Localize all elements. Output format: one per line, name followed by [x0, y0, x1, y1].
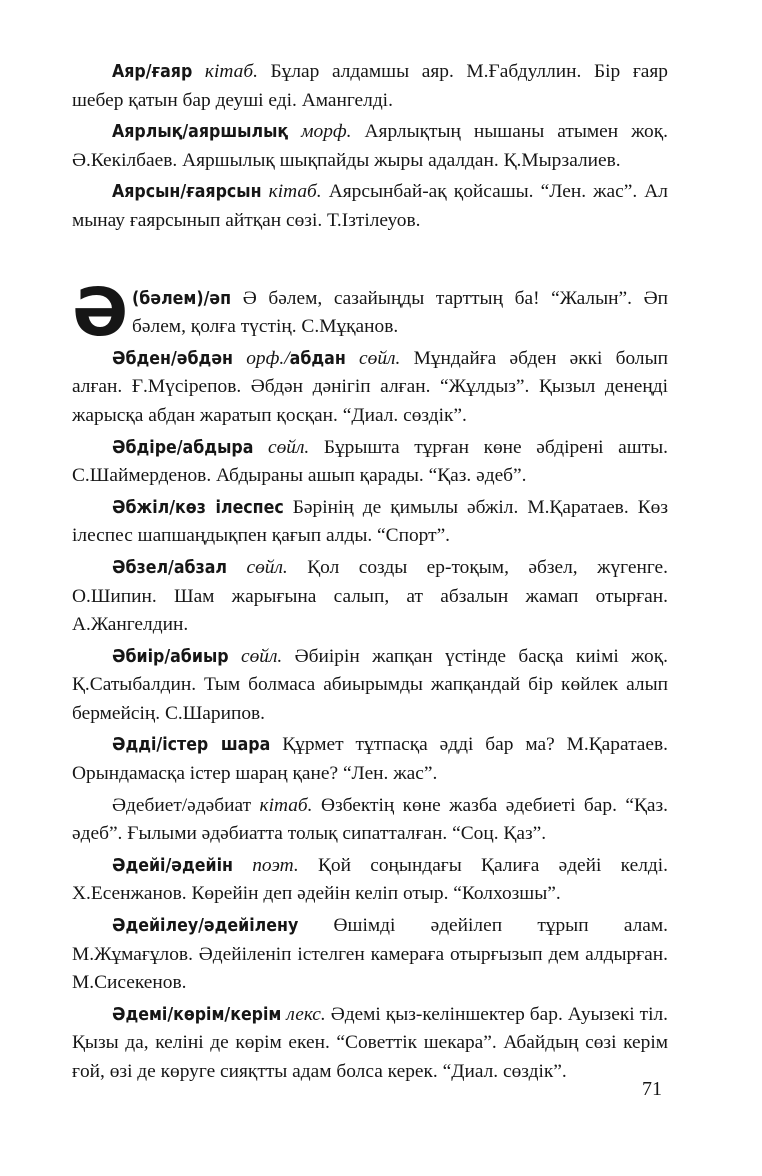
dictionary-entry [72, 912, 668, 998]
entry-text: Мұндайға әбден әккі болып алған. Ғ.Мүсірепов. Әбдән дәнігіп алған. “Жұлдыз”. Қызыл денеңді жарысқа абдан жаратып қосқан. “Диал. сөздік”. [72, 347, 669, 426]
entry-headword-plain: Әдебиет/әдәбиат [112, 794, 252, 816]
entry-mark: кітаб. [259, 794, 313, 816]
entry-text: Құрмет тұтпасқа әдді бар ма? М.Қаратаев. Орындамасқа істер шараң қане? “Лен. жас”. [72, 734, 668, 785]
entry-headword: (бәлем)/әп [132, 288, 232, 309]
text-column [72, 58, 668, 1090]
entry-text: Әдемі қыз-келіншектер бар. Ауызекі тіл. Қызы да, келіні де көрім екен. “Советтік шекара”. Абайдың сөзі керім ғой, өзі де көруге сияқтты адам болса керек. “Диал. сөздік”. [72, 1003, 668, 1082]
entry-mark: сөйл. [246, 556, 288, 578]
entry-text: Аярсынбай-ақ қойсашы. “Лен. жас”. Ал мынау ғаярсынып айтқан сөзі. Т.Ізтілеуов. [72, 181, 668, 231]
entry-headword: Әбден/әбдән [112, 348, 233, 369]
entry-text: Өшімді әдейілеп тұрып алам. М.Жұмағұлов. Әдейіленіп істелген камераға отырғызып дем алдырған. М.Сисекенов. [72, 915, 668, 994]
entry-headword: Әбдіре/абдыра [112, 437, 254, 458]
entry-headword: Әдейілеу/әдейілену [112, 916, 299, 937]
dictionary-entry [72, 118, 668, 175]
page-number: 71 [642, 1078, 662, 1100]
entry-text: Бұлар алдамшы аяр. М.Ғабдуллин. Бір ғаяр шебер қатын бар деуші еді. Амангелді. [72, 61, 668, 111]
entry-text: Қой соңындағы Қалиға әдейі келді. Х.Есенжанов. Көрейін деп әдейін келіп отыр. “Колхозшы”. [72, 854, 668, 905]
entry-mark: сөйл. [240, 645, 283, 667]
entry-mark: кітаб. [204, 61, 258, 82]
section-letter: Ә [72, 273, 129, 351]
entries-bottom [72, 345, 668, 1087]
dictionary-entry [72, 731, 668, 788]
dictionary-entry [72, 345, 668, 431]
entry-headword-2: абдан [289, 348, 346, 369]
entry-text: Бұрышта тұрған көне әбдірені ашты. С.Шаймерденов. Абдыраны ашып қарады. “Қаз. әдеб”. [72, 436, 668, 487]
entry-text: Бәрінің де қимылы әбжіл. М.Қаратаев. Көз ілеспес шапшаңдықпен қағып алды. “Спорт”. [72, 496, 668, 547]
dictionary-entry [72, 852, 668, 909]
entry-mark: морф. [301, 121, 352, 143]
dictionary-entry [72, 494, 668, 551]
entry-headword: Аярсын/ғаярсын [112, 182, 262, 203]
entry-text: Әбиірін жапқан үстінде басқа киімі жоқ. Қ.Сатыбалдин. Тым болмаса абиырымды жапқандай бір көйлек алып бермейсің. С.Шарипов. [72, 645, 668, 724]
section-gap [72, 239, 668, 285]
entry-mark: кітаб. [268, 181, 322, 203]
entry-mark-2: сөйл. [359, 347, 401, 369]
entry-mark: орф./ [246, 347, 290, 369]
entry-headword: Әбзел/абзал [112, 557, 228, 578]
entry-headword: Әдейі/әдейін [112, 855, 233, 876]
entry-mark: сөйл. [267, 436, 310, 458]
entry-headword: Әбиір/абиыр [112, 646, 229, 667]
dictionary-entry [72, 1001, 668, 1087]
entries-top [72, 58, 668, 236]
entry-headword: Аярлық/аяршылық [112, 122, 289, 143]
entry-headword: Әдді/істер шара [112, 735, 271, 756]
entry-text: Ә бәлем, сазайыңды тарттың ба! “Жалын”. Әп бәлем, қолға түстің. С.Мұқанов. [132, 287, 668, 338]
dictionary-entry [72, 434, 668, 491]
entry-mark: лекс. [286, 1003, 326, 1025]
entry-text: Өзбектің көне жазба әдебиеті бар. “Қаз. әдеб”. Ғылыми әдәбиатта толық сипатталған. “Соц. Қаз”. [72, 794, 668, 845]
entry-text: Қол созды ер-тоқым, әбзел, жүгенге. О.Шипин. Шам жарығына салып, ат абзалын жамап отырған. А.Жангелдин. [72, 556, 668, 636]
entry-text: Аярлықтың нышаны атымен жоқ. Ә.Кекілбаев. Аяршылық шықпайды жыры адалдан. Қ.Мырзалиев. [72, 121, 668, 171]
dictionary-entry [72, 792, 668, 849]
dictionary-entry [72, 554, 668, 640]
entry-headword: Аяр/ғаяр [112, 62, 193, 82]
section-first-entry [72, 273, 668, 351]
dictionary-entry [72, 178, 668, 235]
entry-mark: поэт. [252, 854, 299, 876]
dictionary-entry [72, 643, 668, 729]
entry-headword: Әдемі/көрім/керім [112, 1004, 282, 1025]
dictionary-entry [72, 58, 668, 115]
entry-headword: Әбжіл/көз ілеспес [112, 497, 284, 518]
